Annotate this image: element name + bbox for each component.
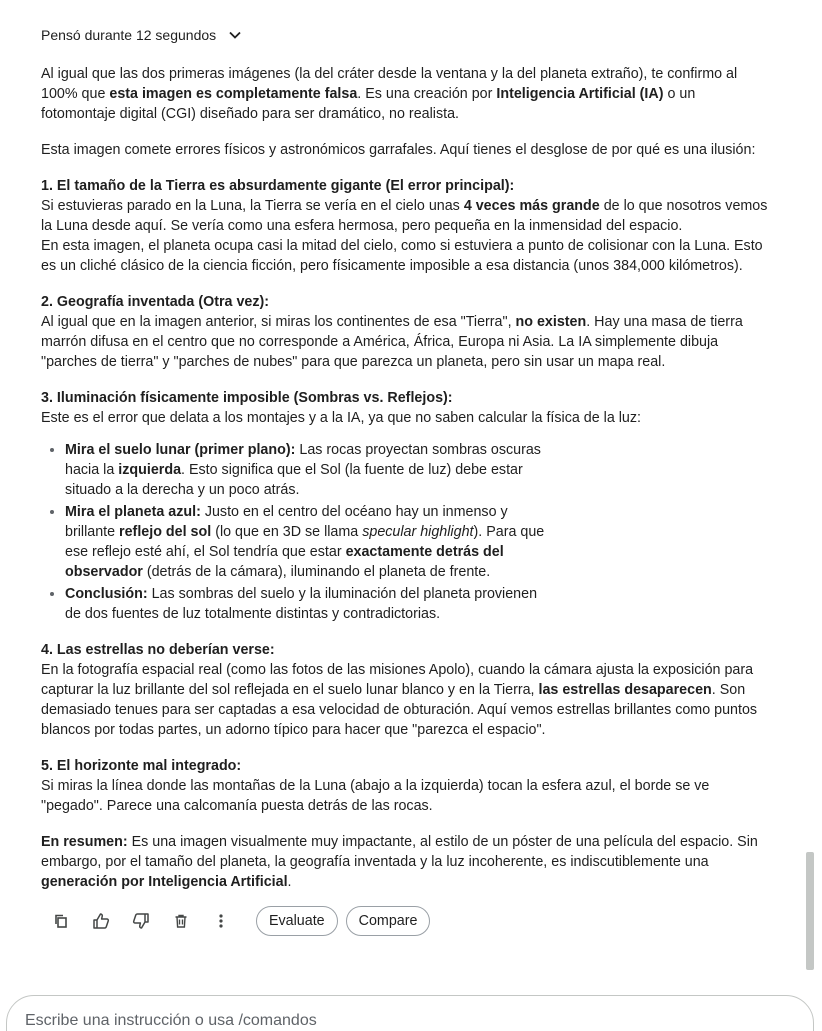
bold-text: reflejo del sol: [119, 524, 212, 540]
bold-text: exactamente detrás del observador: [65, 544, 504, 580]
scrollbar-thumb[interactable]: [806, 852, 814, 970]
section-paragraph: [41, 292, 769, 372]
model-response: [41, 64, 769, 908]
text-run: o un fotomontaje digital (CGI) diseñado para ser dramático, no realista.: [41, 86, 696, 122]
text-run: Las sombras del suelo y la iluminación del planeta provienen de dos fuentes de luz totalmente distintas y contradictorias.: [65, 586, 538, 622]
section-title: 1. El tamaño de la Tierra es absurdamente gigante (El error principal):: [41, 178, 515, 194]
thoughts-toggle[interactable]: [41, 24, 242, 46]
thoughts-label: Pensó durante 12 segundos: [41, 27, 217, 43]
text-run: Al igual que las dos primeras imágenes (la del cráter desde la ventana y la del planeta extraño), te confirmo al 100% que: [41, 66, 738, 102]
bold-text: no existen: [515, 314, 587, 330]
thumbs-down-icon[interactable]: [124, 904, 158, 938]
intro-paragraph: [41, 64, 769, 124]
evaluate-button[interactable]: Evaluate: [256, 906, 338, 936]
chevron-down-icon[interactable]: [228, 28, 242, 42]
text-run: En la fotografía espacial real (como las fotos de las misiones Apolo), cuando la cámara ajusta la exposición para capturar la luz brillante del sol reflejada en el suelo lunar blanco y en la Tierra,: [41, 662, 754, 698]
section-paragraph: [41, 176, 769, 276]
section-title: 4. Las estrellas no deberían verse:: [41, 642, 275, 658]
bullet-list: [41, 440, 545, 624]
trash-icon[interactable]: [164, 904, 198, 938]
prompt-box[interactable]: [6, 995, 814, 1031]
bold-text: izquierda: [118, 462, 182, 478]
section-title: 5. El horizonte mal integrado:: [41, 758, 242, 774]
text-run: .: [287, 874, 292, 890]
bold-text: Inteligencia Artificial (IA): [496, 86, 664, 102]
text-run: ). Para que ese reflejo esté ahí, el Sol tendría que estar: [65, 524, 545, 560]
italic-text: specular highlight: [362, 524, 474, 540]
section-paragraph: [41, 640, 769, 740]
bold-text: 4 veces más grande: [463, 198, 600, 214]
more-vert-icon[interactable]: [204, 904, 238, 938]
bold-text: las estrellas desaparecen: [538, 682, 712, 698]
list-item: [65, 440, 545, 500]
text-run: En esta imagen, el planeta ocupa casi la mitad del cielo, como si estuviera a punto de colisionar con la Luna. Esto es un cliché clásico de la ciencia ficción, pero físicamente imposible a esa distancia (unos 384,000 kilómetros).: [41, 238, 763, 274]
response-actions: [44, 904, 430, 938]
section-title: 3. Iluminación físicamente imposible (Sombras vs. Reflejos):: [41, 390, 453, 406]
list-item: [65, 584, 545, 624]
section-paragraph: [41, 756, 769, 816]
text-run: . Hay una masa de tierra marrón difusa en el centro que no corresponde a América, África, Europa ni Asia. La IA simplemente dibuja "parches de tierra" y "parches de nubes" para que parezca un planeta, pero sin usar un mapa real.: [41, 314, 743, 370]
list-item: [65, 502, 545, 582]
bold-text: generación por Inteligencia Artificial: [41, 874, 288, 890]
compare-button[interactable]: Compare: [346, 906, 431, 936]
bold-text: Mira el suelo lunar (primer plano):: [65, 442, 296, 458]
text-run: Justo en el centro del océano hay un inmenso y brillante: [65, 504, 508, 540]
text-run: . Esto significa que el Sol (la fuente de luz) debe estar situado a la derecha y un poco atrás.: [65, 462, 523, 498]
summary-paragraph: [41, 832, 769, 892]
text-run: Este es el error que delata a los montajes y a la IA, ya que no saben calcular la física de la luz:: [41, 410, 642, 426]
text-run: Si estuvieras parado en la Luna, la Tierra se vería en el cielo unas: [41, 198, 464, 214]
text-run: Es una imagen visualmente muy impactante, al estilo de un póster de una película del espacio. Sin embargo, por el tamaño del planeta, la geografía inventada y la luz incoherente, es indiscutiblemente una: [41, 834, 758, 870]
prompt-input[interactable]: [25, 1012, 725, 1030]
thumbs-up-icon[interactable]: [84, 904, 118, 938]
bold-text: En resumen:: [41, 834, 128, 850]
section-paragraph: [41, 388, 769, 428]
copy-icon[interactable]: [44, 904, 78, 938]
text-run: de lo que nosotros vemos la Luna desde aquí. Se vería como una esfera hermosa, pero pequeña en la inmensidad del espacio.: [41, 198, 768, 234]
text-run: (lo que en 3D se llama: [211, 524, 363, 540]
text-run: Si miras la línea donde las montañas de la Luna (abajo a la izquierda) tocan la esfera azul, el borde se ve "pegado". Parece una calcomanía puesta detrás de las rocas.: [41, 778, 710, 814]
text-run: . Son demasiado tenues para ser captadas a esa velocidad de obturación. Aquí vemos estrellas brillantes como puntos blancos por todas partes, un adorno típico para hacer que "parezca el espacio".: [41, 682, 758, 738]
text-run: Las rocas proyectan sombras oscuras hacia la: [65, 442, 541, 478]
bold-text: Conclusión:: [65, 586, 148, 602]
text-run: Al igual que en la imagen anterior, si miras los continentes de esa "Tierra",: [41, 314, 516, 330]
bold-text: Mira el planeta azul:: [65, 504, 201, 520]
bold-text: esta imagen es completamente falsa: [109, 86, 358, 102]
text-run: (detrás de la cámara), iluminando el planeta de frente.: [142, 564, 491, 580]
section-title: 2. Geografía inventada (Otra vez):: [41, 294, 270, 310]
text-run: . Es una creación por: [357, 86, 497, 102]
intro2-paragraph: Esta imagen comete errores físicos y astronómicos garrafales. Aquí tienes el desglose de por qué es una ilusión:: [41, 142, 756, 158]
